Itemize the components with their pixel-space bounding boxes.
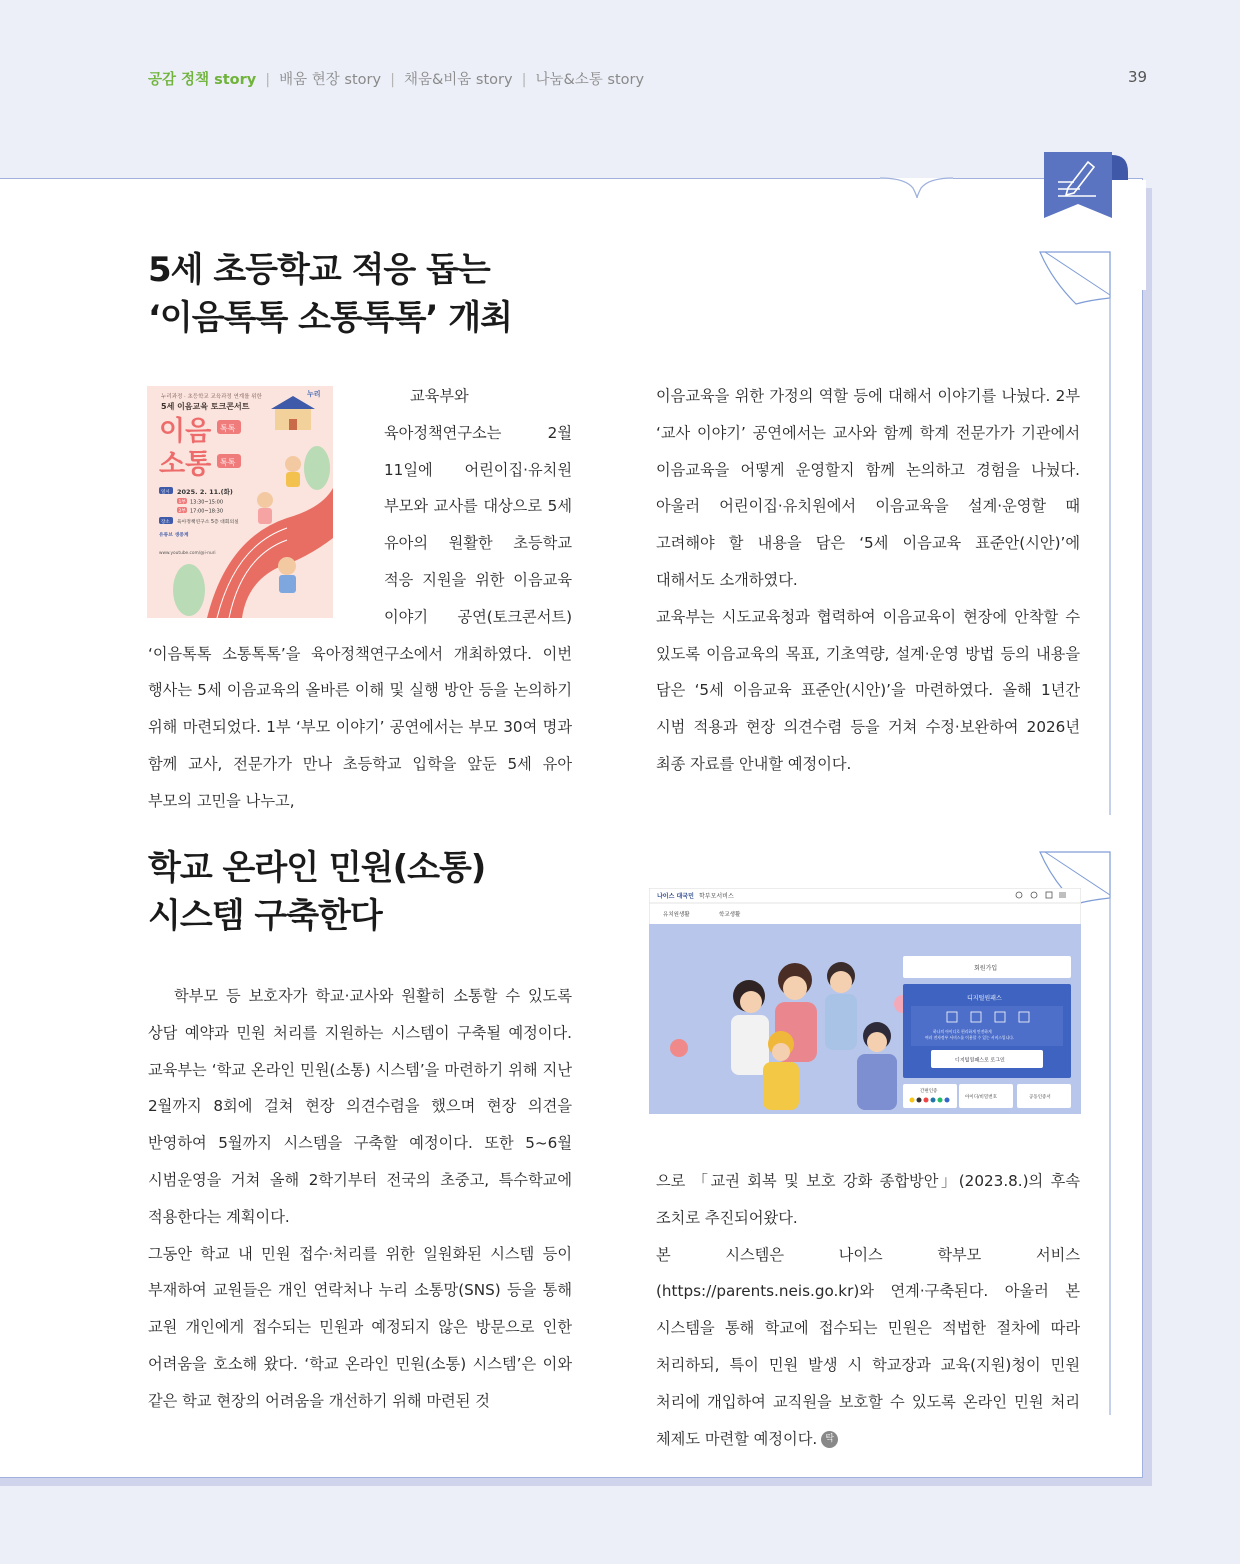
nav-item-share[interactable]: 나눔&소통 story [535,72,645,88]
article1-title-line1: 5세 초등학교 적응 돕는 [148,250,490,290]
article1-col2 [656,378,1080,783]
page-number: 39 [1128,68,1148,86]
nav-separator: | [521,72,527,88]
end-mark-icon: 탁 [821,1431,838,1448]
nav-item-field[interactable]: 배움 현장 story [279,72,382,88]
neis-signup: 회원가입 [974,965,998,972]
poster-badge: 톡톡 [220,424,236,433]
article1-title [148,246,512,342]
nav-separator: | [390,72,395,88]
article2-paragraph: 학부모 등 보호자가 학교·교사와 원활히 소통할 수 있도록 상담 예약과 민원 처리를 지원하는 시스템이 구축될 예정이다. 교육부는 ‘학교 온라인 민원(소통) 시스템’을 마련하기 위해 지난 2월까지 8회에 걸쳐 현장 의견수렴을 했으며 현장 의견을 반영하여 5월까지 시스템을 구축할 예정이다. 또한 5~6월 시범운영을 거쳐 올해 2학기부터 전국의 초중고, 특수학교에 적용한다는 계획이다. [148,987,572,1226]
article1-paragraph: 교육부는 시도교육청과 협력하여 이음교육이 현장에 안착할 수 있도록 이음교육의 목표, 기초역량, 설계·운영 방법 등의 내용을 담은 ‘5세 이음교육 표준안(시안)’을 마련하였다. 올해 1년간 시범 적용과 현장 의견수렴 등을 거쳐 수정·보완하여 2026년 최종 자료를 안내할 예정이다. [656,607,1080,773]
poster-url: www.youtube.com/@i-nuri [159,551,216,556]
neis-id-login: 아이디/비밀번호 [965,1095,997,1100]
poster-part2-time: 17:00~18:30 [190,508,224,515]
neis-tab-kindergarten: 유치원생활 [663,912,690,918]
poster-place-label: 장소 [161,520,170,525]
neis-simple-auth: 간편인증 [920,1089,938,1094]
neis-tab-school: 학교생활 [719,912,741,918]
poster-date: 2025. 2. 11.(화) [177,488,233,496]
nav-item-fill[interactable]: 채움&비움 story [403,72,513,88]
article2-title [148,844,485,940]
neis-digital-pass: 디지털원패스 [967,995,1002,1002]
article1-paragraph: 이음교육을 위한 가정의 역할 등에 대해서 이야기를 나눴다. 2부 ‘교사 이야기’ 공연에서는 교사와 함께 학계 전문가가 기관에서 이음교육을 어떻게 운영할지 함께 논의하고 경험을 나눴다. 아울러 어린이집·유치원에서 이음교육을 설계·운영할 때 고려해야 할 내용을 담은 ‘5세 이음교육 표준안(시안)’에 대해서도 소개하였다. [656,387,1080,589]
poster-headline: 5세 이음교육 토크콘서트 [161,402,250,411]
article2-col2 [656,1163,1080,1457]
neis-cert-login: 공동인증서 [1029,1095,1051,1100]
article1-paragraph: 교육부와 육아정책연구소는 2월 11일에 어린이집·유치원 부모와 교사를 대상으로 5세 유아의 원활한 초등학교 적응 지원을 위한 이음교육 이야기 공연(토크콘서트) ‘이음톡톡 소통톡톡’을 육아정책연구소에서 개최하였다. 이번 행사는 5세 이음교육의 올바른 이해 및 실행 방안 등을 논의하기 위해 마련되었다. 1부 ‘부모 이야기’ 공연에서는 부모 30여 명과 함께 교사, 전문가가 만나 초등학교 입학을 앞둔 5세 유아 부모의 고민을 나누고, [148,387,572,810]
article2-paragraph: 으로 「교권 회복 및 보호 강화 종합방안」(2023.8.)의 후속 조치로 추진되어왔다. [656,1172,1080,1227]
poster-title2: 소통 [159,449,212,480]
article1-title-line2: ‘이음톡톡 소통톡톡’ 개최 [148,298,512,338]
poster-part1-label: 1부 [178,500,186,505]
poster-part2-label: 2부 [178,509,186,514]
poster-live: 유튜브 생중계 [159,533,189,538]
nav-item-policy[interactable]: 공감 정책 story [148,72,257,88]
article2-paragraph-text: 본 시스템은 나이스 학부모 서비스(https://parents.neis.go.kr)와 연계·구축된다. 아울러 본 시스템을 통해 학교에 접수되는 민원은 적법한 절차에 따라 처리하되, 특이 민원 발생 시 학교장과 교육(지원)청이 민원 처리에 개입하여 교직원을 보호할 수 있도록 온라인 민원 처리 체제도 마련할 예정이다. [656,1245,1080,1448]
pencil-note-icon [1044,152,1128,218]
poster-date-label: 일시 [161,490,170,495]
poster-badge: 톡톡 [220,458,236,467]
nav-separator: | [265,72,271,88]
poster-logo: 누리 [307,390,321,398]
article2-paragraph: 그동안 학교 내 민원 접수·처리를 위한 일원화된 시스템 등이 부재하여 교원들은 개인 연락처나 누리 소통망(SNS) 등을 통해 교원 개인에게 접수되는 민원과 예정되지 않은 방문으로 인한 어려움을 호소해 왔다. ‘학교 온라인 민원(소통) 시스템’은 이와 같은 학교 현장의 어려움을 개선하기 위해 마련된 것 [148,1244,572,1410]
article2-title-line2: 시스템 구축한다 [148,896,382,936]
poster-top-small: 누리과정 · 초등학교 교육과정 연계를 위한 [161,394,262,400]
poster-place: 육아정책연구소 5층 대회의실 [177,520,239,525]
neis-desc-line2: 여러 전자정부 서비스를 이용할 수 있는 서비스입니다. [925,1035,1015,1040]
neis-screenshot [649,888,1081,1118]
poster-title1: 이음 [159,416,212,447]
article2-paragraph [656,1237,1080,1458]
event-poster [148,378,364,618]
article1-col1 [148,378,572,820]
article2-col1 [148,978,572,1420]
neis-brand: 나이스 대국민 [657,893,694,900]
neis-desc-line1: 하나의 아이디로 편리하게 안전하게 [933,1029,992,1034]
article2-title-line1: 학교 온라인 민원(소통) [148,848,486,888]
neis-login-button: 디지털원패스로 로그인 [955,1057,1005,1064]
neis-service: 학부모서비스 [699,893,734,900]
poster-part1-time: 13:30~15:00 [190,499,224,506]
